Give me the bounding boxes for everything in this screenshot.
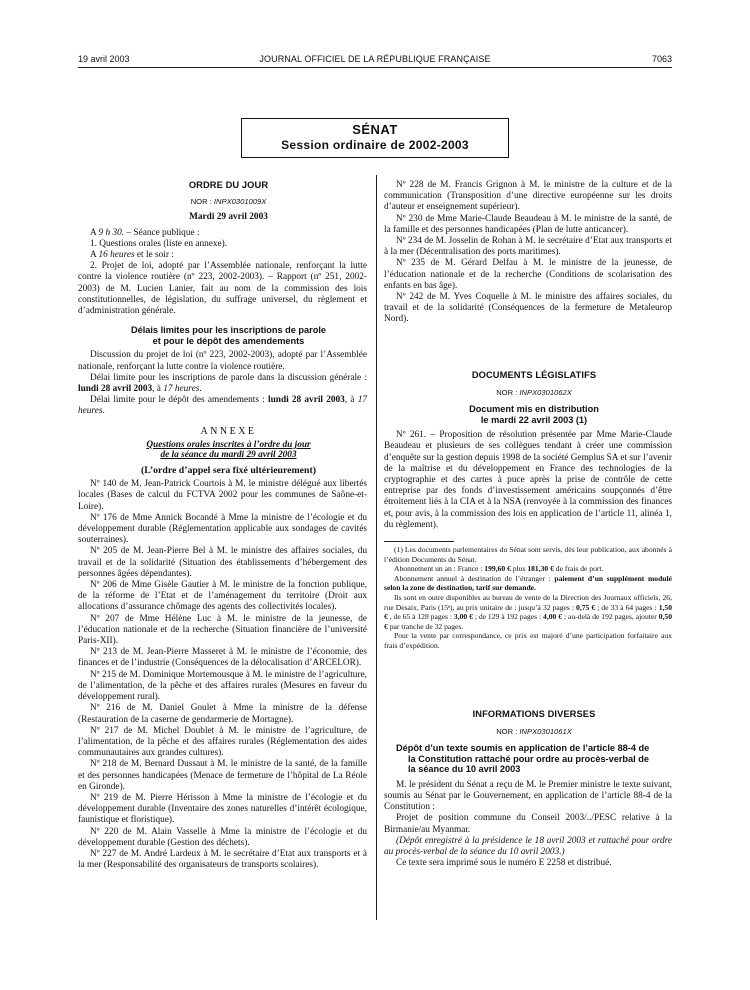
agenda-item-1: 1. Questions orales (liste en annexe). [90,238,228,249]
informations-subheading-1: Dépôt d’un texte soumis en application de l’article 88-4 de [396,743,650,753]
question-item: Nº 213 de M. Jean-Pierre Masseret à M. le ministre de l’économie, des finances et de l’industrie (Conséquences de la délocalisation d’ARCELOR). [78,647,367,669]
question-item: Nº 215 de M. Dominique Mortemousque à M. le ministre de l’agriculture, de l’alimentation, de la pêche et des affaires rurales (Mesures en faveur du développement rural). [78,669,367,703]
question-item: Nº 206 de Mme Gisèle Gautier à M. le ministre de la fonction publique, de la réforme de l’Etat et de l’aménagement du territoire (Droit aux allocations d’assurance chômage des agents des collectivités locales). [78,580,367,613]
header-journal-title: JOURNAL OFFICIEL DE LA RÉPUBLIQUE FRANÇAISE [259,54,491,64]
right-column [384,180,672,869]
seance-evening: A 16 heures et le soir : [90,250,174,261]
annexe-heading: ANNEXE [200,425,257,437]
footnote-1: (1) Les documents parlementaires du Sénat sont servis, dès leur publication, aux abonnés à l’édition Documents du Sénat. [384,545,672,564]
question-item: Nº 218 de M. Bernard Dussaut à M. le ministre de la santé, de la famille et des personnes handicapées (Menace de fermeture de l’hôpital de La Réole en Gironde). [78,759,367,792]
question-item: Nº 219 de M. Pierre Hérisson à Mme la ministre de l’écologie et du développement durable (Inventaire des zones naturelles d’intérêt écologique, faunistique et floristique). [78,792,367,826]
footnote-abonnement-etranger: Abonnement annuel à destination de l’étranger : paiement d’un supplément modulé selon la zone de destination, tarif sur demande. [384,573,672,593]
document-261: Nº 261. – Proposition de résolution présentée par Mme Marie-Claude Beaudeau et plusieurs de ses collègues tendant à créer une commission d’enquête sur la gestion depuis 1998 de la société Gemplus SA et sur l’avenir de la maîtrise et du développement en France des technologies de la cryptographie et des cartes à puce après la prise de contrôle de cette entreprise par des fonds d’investissement américains soupçonnés d’être étroitement liés à la CIA et à la NSA (renvoyée à la commission des finances et, pour avis, à la commission des lois en application de l’article 11, alinéa 1, du règlement). [384,430,672,530]
questions-list-left [78,479,367,871]
delais-heading-2: et pour le dépôt des amendements [152,335,305,346]
documents-subheading-2: le mardi 22 avril 2003 (1) [480,414,588,425]
footnote-abonnement-france: Abonnement un an : France : 199,60 € plus 181,30 € de frais de port. [394,564,604,574]
ordre-appel-note: (L’ordre d’appel sera fixé ultérieurement) [140,465,317,477]
footnotes [384,545,672,651]
seance-morning: A 9 h 30. – Séance publique : [90,227,200,238]
question-item: Nº 205 de M. Jean-Pierre Bel à M. le ministre des affaires sociales, du travail et de la solidarité (Situation des établissements d’hébergement des personnes âgées dépendantes). [78,546,367,579]
footnote-correspondance: Pour la vente par correspondance, ce prix est majoré d’une participation forfaitaire aux frais d’expédition. [384,631,672,650]
agenda-item-2: 2. Projet de loi, adopté par l’Assemblée nationale, renforçant la lutte contre la violence routière (nº 223, 2002-2003). – Rapport (nº 251, 2002-2003) de M. Lucien Lanier, fait au nom de la commission des lois constitutionnelles, de législation, du suffrage universel, du règlement et d’administration générale. [78,261,367,317]
question-item: Nº 176 de Mme Annick Bocandé à Mme la ministre de l’écologie et du développement durable (Réglementation applicable aux sondages de cavités souterraines). [78,512,367,546]
delais-heading-1: Délais limites pour les inscriptions de parole [130,325,327,336]
informations-subheading-3: la séance du 10 avril 2003 [408,764,521,775]
question-item: Nº 228 de M. Francis Grignon à M. le ministre de la culture et de la communication (Transposition d’une directive européenne sur les droits d’auteur et enseignement supérieur). [384,180,672,213]
informations-p4: Ce texte sera imprimé sous le numéro E 2258 et distribué. [396,858,612,869]
documents-nor: NOR : INPX0301062X [496,387,572,397]
questions-title-2: de la séance du mardi 29 avril 2003 [160,450,297,461]
footnote-rule [384,541,454,542]
seance-date: Mardi 29 avril 2003 [189,212,268,223]
questions-title-1: Questions orales inscrites à l’ordre du jour [146,439,311,450]
informations-p1: M. le président du Sénat a reçu de M. le Premier ministre le texte suivant, soumis au Sénat par le Gouvernement, en application de l’article 88-4 de la Constitution : [384,779,672,813]
delais-amendements: Délai limite pour le dépôt des amendements : lundi 28 avril 2003, à 17 heures. [78,395,367,417]
question-item: Nº 227 de M. André Lardeux à M. le secrétaire d’Etat aux transports et à la mer (Responsabilité des organisateurs de transports scolaires). [78,848,367,871]
question-item: Nº 220 de M. Alain Vasselle à Mme la ministre de l’écologie et du développement durable (Gestion des déchets). [78,826,367,848]
informations-nor: NOR : INPX0301061X [496,726,572,736]
question-item: Nº 230 de Mme Marie-Claude Beaudeau à M. le ministre de la santé, de la famille et des personnes handicapées (Plan de lutte anticancer). [384,213,672,235]
page-header [78,54,672,68]
question-item: Nº 217 de M. Michel Doublet à M. le ministre de l’agriculture, de l’alimentation, de la pêche et des affaires rurales (Réglementation des aides communautaires aux grandes cultures). [78,725,367,759]
question-item: Nº 140 de M. Jean-Patrick Courtois à M. le ministre délégué aux libertés locales (Bases de calcul du FCTVA 2002 pour les communes de Saône-et-Loire). [78,479,367,512]
delais-discussion: Discussion du projet de loi (nº 223, 2002-2003), adopté par l’Assemblée nationale, renforçant la lutte contre la violence routière. [78,350,367,372]
ordre-du-jour-nor: NOR : INPX0301009X [190,197,267,207]
title-box [241,118,509,158]
header-date: 19 avril 2003 [78,54,130,64]
informations-heading: INFORMATIONS DIVERSES [472,708,596,719]
question-item: Nº 216 de M. Daniel Goulet à Mme la ministre de la défense (Restauration de la caserne de gendarmerie de Mortagne). [78,703,367,725]
informations-subheading-2: la Constitution rattaché pour ordre au procès-verbal de [408,753,649,764]
question-item: Nº 234 de M. Josselin de Rohan à M. le secrétaire d’Etat aux transports et à la mer (Décentralisation des ports maritimes). [384,236,672,258]
footnote-vente: Ils sont en outre disponibles au bureau de vente de la Direction des Journaux officiels, 26, rue Desaix, Paris (15ᵉ), au prix unitaire de : jusqu’à 32 pages : 0,75 € ; de 33 à 64 pages : 1,50 € , de 65 à 128 pages : 3,00 € ; de 129 à 192 pages : 4,00 € ; au-delà de 192 pages, ajouter 0,50 € par tranche de 32 pages. [384,593,672,631]
question-item: Nº 235 de M. Gérard Delfau à M. le ministre de la jeunesse, de l’éducation nationale et de la recherche (Conditions de scolarisation des enfants en bas âge). [384,258,672,291]
informations-p2: Projet de position commune du Conseil 2003/../PESC relative à la Birmanie/au Myanmar. [384,813,672,835]
header-rule [78,67,672,68]
questions-list-right [384,180,672,326]
question-item: Nº 242 de M. Yves Coquelle à M. le ministre des affaires sociales, du travail et de la solidarité (Conséquences de la fermeture de Metaleurop Nord). [384,292,672,325]
delais-inscriptions: Délai limite pour les inscriptions de parole dans la discussion générale : lundi 28 avril 2003, à 17 heures. [78,372,367,395]
documents-heading: DOCUMENTS LÉGISLATIFS [471,369,597,380]
column-separator [376,175,377,920]
title-senat: SÉNAT [352,122,398,137]
left-column [78,180,367,871]
documents-subheading-1: Document mis en distribution [469,404,599,415]
ordre-du-jour-heading: ORDRE DU JOUR [188,180,269,190]
header-page-number: 7063 [651,54,672,64]
question-item: Nº 207 de Mme Hélène Luc à M. le ministre de la jeunesse, de l’éducation nationale et de la recherche (Situation financière de l’université Paris-XII). [78,613,367,647]
title-session: Session ordinaire de 2002-2003 [281,138,469,152]
informations-p3: (Dépôt enregistré à la présidence le 18 avril 2003 et rattaché pour ordre au procès-verbal de la séance du 10 avril 2003.) [384,835,672,857]
